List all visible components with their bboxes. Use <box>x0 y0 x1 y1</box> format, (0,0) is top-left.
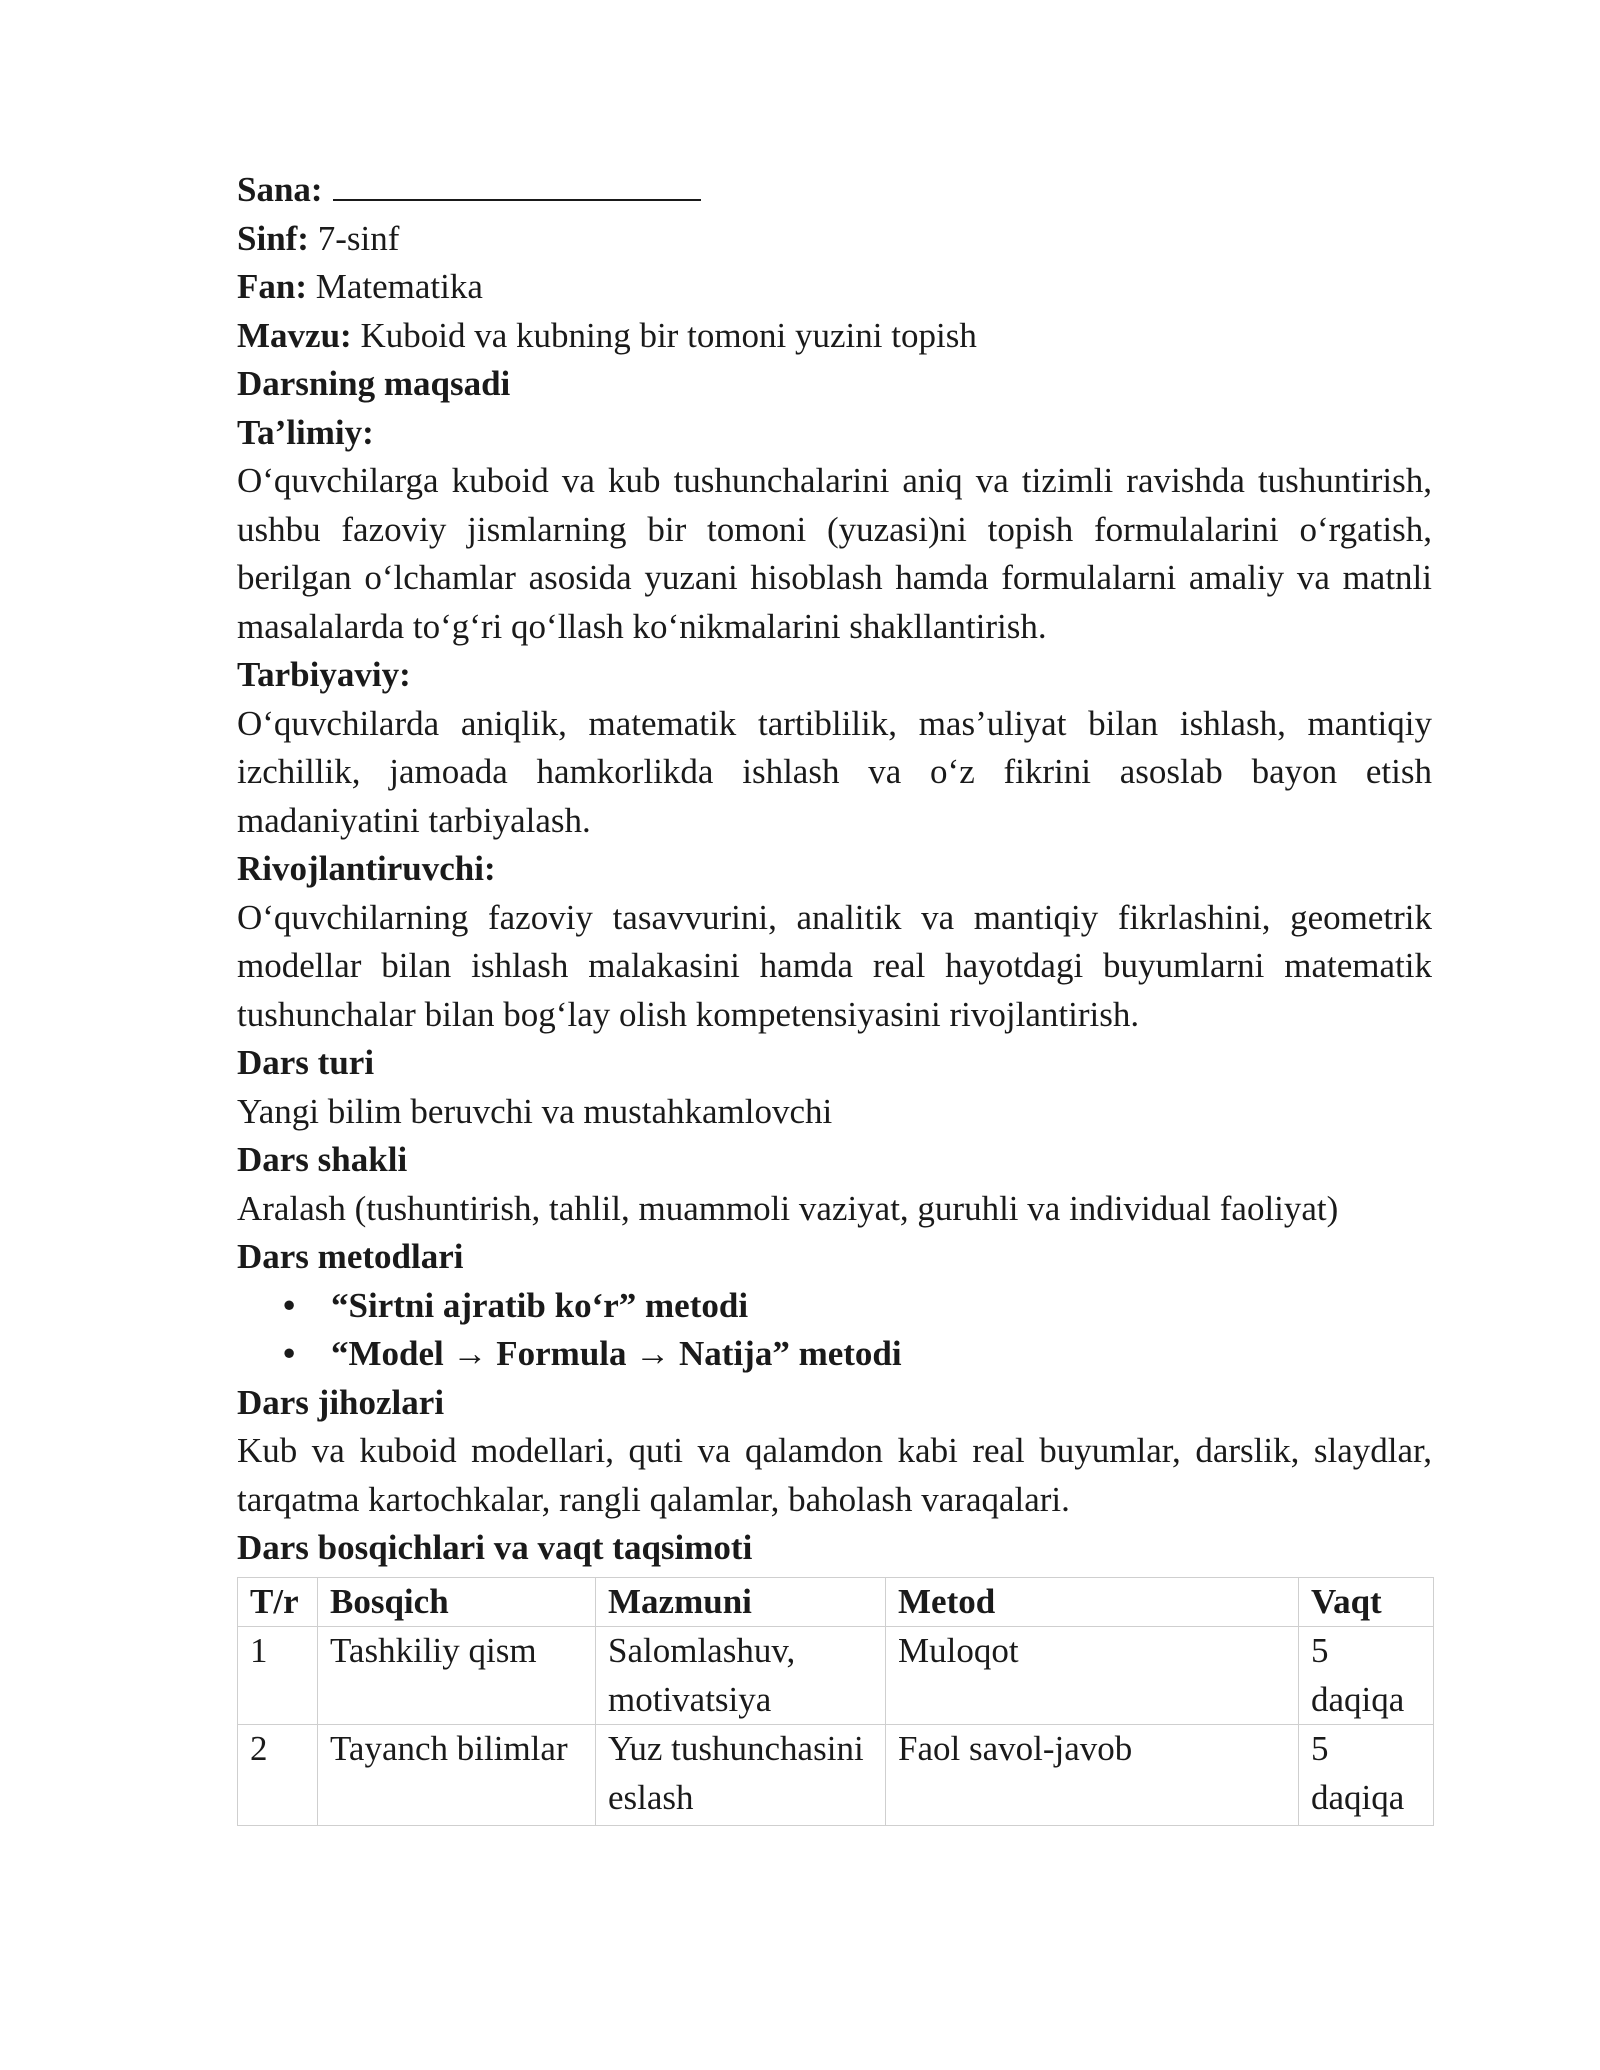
stages-table <box>237 1577 1434 1827</box>
developmental-text: O‘quvchilarning fazoviy tasavvurini, analitik va mantiqiy fikrlashini, geometrik modellar bilan ishlash malakasini hamda real hayotdagi buyumlarni matematik tushunchalar bilan bog‘lay olish kompetensiyasini rivojlantirish. <box>237 897 1432 1034</box>
equipment-text: Kub va kuboid modellari, quti va qalamdon kabi real buyumlar, darslik, slaydlar, tarqatma kartochkalar, rangli qalamlar, baholash varaqalari. <box>237 1431 1432 1519</box>
lesson-type-text: Yangi bilim beruvchi va mustahkamlovchi <box>237 1091 833 1131</box>
method-name: “Sirtni ajratib ko‘r” metodi <box>331 1285 749 1325</box>
cell-time: 5 daqiqa <box>1299 1627 1434 1725</box>
goals-heading: Darsning maqsadi <box>237 364 511 403</box>
subject-label: Fan: <box>237 267 307 306</box>
topic-label: Mavzu: <box>237 315 352 355</box>
upbringing-heading: Tarbiyaviy: <box>237 655 411 694</box>
class-value: 7-sinf <box>317 218 400 258</box>
lesson-plan-document <box>237 165 1432 1826</box>
table-row <box>238 1725 1434 1826</box>
topic-value: Kuboid va kubning bir tomoni yuzini topish <box>360 315 977 355</box>
column-header-method: Metod <box>886 1577 1299 1627</box>
topic-line <box>237 312 1432 361</box>
date-line <box>237 165 1432 215</box>
cell-method: Faol savol-javob <box>886 1725 1299 1826</box>
cell-number: 1 <box>238 1627 318 1725</box>
educational-heading: Ta’limiy: <box>237 412 374 452</box>
methods-list-item <box>237 1330 1432 1379</box>
cell-time: 5 daqiqa <box>1299 1725 1434 1826</box>
column-header-time: Vaqt <box>1299 1577 1434 1627</box>
table-header-row <box>238 1577 1434 1627</box>
developmental-heading: Rivojlantiruvchi: <box>237 849 496 888</box>
subject-value: Matematika <box>315 267 483 306</box>
cell-content: Salomlashuv, motivatsiya <box>596 1627 886 1725</box>
methods-heading: Dars metodlari <box>237 1237 464 1276</box>
date-label: Sana: <box>237 170 323 209</box>
lesson-form-text: Aralash (tushuntirish, tahlil, muammoli vaziyat, guruhli va individual faoliyat) <box>237 1188 1339 1228</box>
column-header-number: T/r <box>238 1577 318 1627</box>
stages-heading: Dars bosqichlari va vaqt taqsimoti <box>237 1528 753 1567</box>
cell-number: 2 <box>238 1725 318 1826</box>
table-row <box>238 1627 1434 1725</box>
methods-list-item <box>237 1282 1432 1331</box>
column-header-stage: Bosqich <box>318 1577 596 1627</box>
bullet-icon: • <box>283 1334 296 1373</box>
class-line <box>237 215 1432 264</box>
educational-text: O‘quvchilarga kuboid va kub tushunchalarini aniq va tizimli ravishda tushuntirish, ushbu fazoviy jismlarning bir tomoni (yuzasi)ni topish formulalarini o‘rgatish, berilgan o‘lchamlar asosida yuzani hisoblash hamda formulalarni amaliy va matnli masalalarda to‘g‘ri qo‘llash ko‘nikmalarini shakllantirish. <box>237 461 1432 646</box>
class-label: Sinf: <box>237 218 309 258</box>
methods-list <box>237 1282 1432 1379</box>
lesson-form-heading: Dars shakli <box>237 1140 408 1179</box>
upbringing-text: O‘quvchilarda aniqlik, matematik tartiblilik, mas’uliyat bilan ishlash, mantiqiy izchillik, jamoada hamkorlikda ishlash va o‘z fikrini asoslab bayon etish madaniyatini tarbiyalash. <box>237 703 1432 840</box>
cell-stage: Tashkiliy qism <box>318 1627 596 1725</box>
cell-content: Yuz tushunchasini eslash <box>596 1725 886 1826</box>
cell-method: Muloqot <box>886 1627 1299 1725</box>
cell-stage: Tayanch bilimlar <box>318 1725 596 1826</box>
column-header-content: Mazmuni <box>596 1577 886 1627</box>
method-name: “Model → Formula → Natija” metodi <box>331 1334 902 1373</box>
subject-line <box>237 263 1432 312</box>
bullet-icon: • <box>283 1285 296 1325</box>
date-blank-field <box>333 165 701 201</box>
lesson-type-heading: Dars turi <box>237 1043 375 1082</box>
equipment-heading: Dars jihozlari <box>237 1382 445 1422</box>
